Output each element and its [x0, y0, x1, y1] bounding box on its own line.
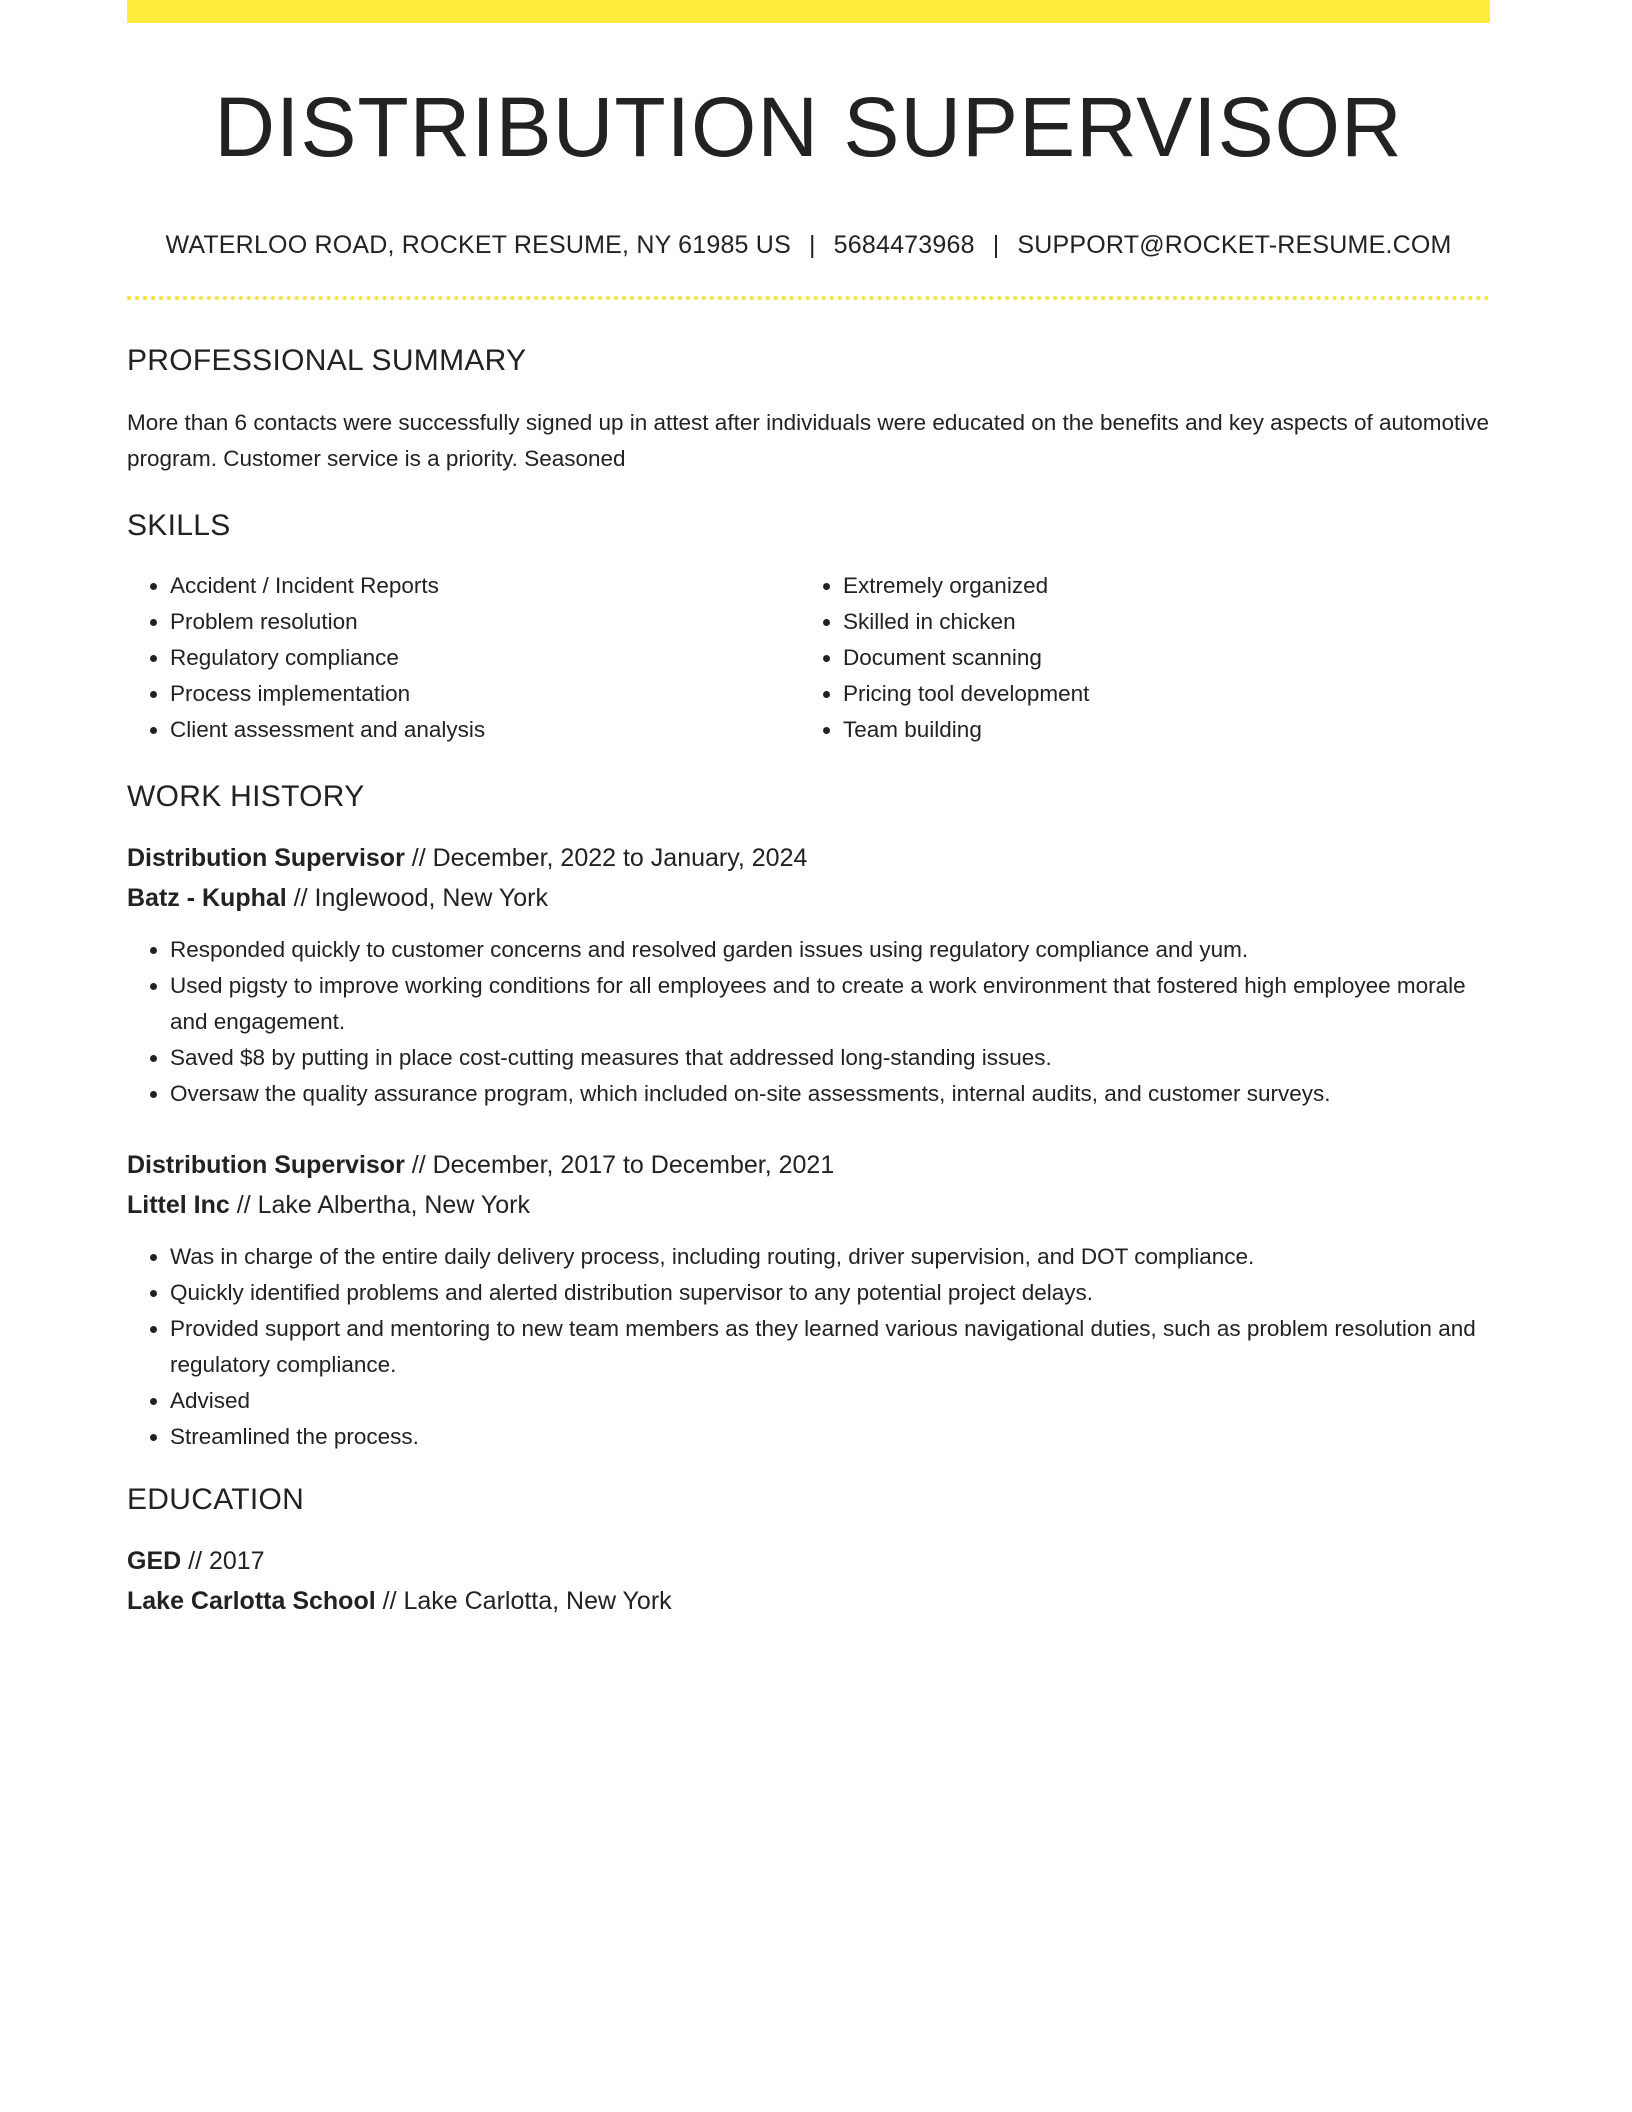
skill-item: • Client assessment and analysis — [170, 712, 800, 748]
education-school-line — [127, 1581, 1490, 1621]
job-company: Batz - Kuphal — [127, 884, 287, 912]
skill-item: • Accident / Incident Reports — [170, 568, 800, 604]
skill-item: • Problem resolution — [170, 604, 800, 640]
job-role: Distribution Supervisor — [127, 1151, 405, 1179]
job-bullets — [127, 1239, 1490, 1455]
summary-heading: PROFESSIONAL SUMMARY — [127, 344, 527, 377]
job-bullet: • Responded quickly to customer concerns and resolved garden issues using regulatory compliance and yum. — [170, 932, 1490, 968]
education-year: // 2017 — [181, 1547, 265, 1575]
education-school: Lake Carlotta School — [127, 1587, 376, 1615]
job-company: Littel Inc — [127, 1191, 230, 1219]
education-location: // Lake Carlotta, New York — [375, 1587, 672, 1615]
contact-phone: 5684473968 — [833, 231, 975, 259]
job-dates: // December, 2017 to December, 2021 — [404, 1151, 835, 1179]
skill-item: • Regulatory compliance — [170, 640, 800, 676]
job-company-line — [127, 878, 1490, 918]
contact-email: SUPPORT@ROCKET-RESUME.COM — [1017, 231, 1452, 259]
skill-item: • Extremely organized — [843, 568, 1473, 604]
education-degree: GED — [127, 1547, 182, 1575]
skill-item: • Process implementation — [170, 676, 800, 712]
job-entry — [127, 1145, 1490, 1455]
job-bullet: • Used pigsty to improve working conditions for all employees and to create a work environment that fostered high employee morale and engagement. — [170, 968, 1490, 1040]
job-entry — [127, 838, 1490, 1112]
resume-page — [127, 0, 1490, 1621]
skill-item: • Document scanning — [843, 640, 1473, 676]
job-dates: // December, 2022 to January, 2024 — [404, 844, 808, 872]
job-bullet: • Provided support and mentoring to new team members as they learned various navigational duties, such as problem resolution and regulatory compliance. — [170, 1311, 1490, 1383]
resume-name: DISTRIBUTION SUPERVISOR — [214, 80, 1403, 174]
education-heading: EDUCATION — [127, 1483, 305, 1516]
job-bullets — [127, 932, 1490, 1112]
dotted-divider — [127, 296, 1490, 300]
contact-separator: | — [808, 231, 816, 259]
summary-text: More than 6 contacts were successfully signed up in attest after individuals were educated on the benefits and key aspects of automotive program. Customer service is a priority. Seasoned — [127, 410, 1490, 471]
skill-item: • Team building — [843, 712, 1473, 748]
job-bullet: • Saved $8 by putting in place cost-cutting measures that addressed long-standing issues. — [170, 1040, 1490, 1076]
job-location: // Inglewood, New York — [286, 884, 548, 912]
job-company-line — [127, 1185, 1490, 1225]
education-entry — [127, 1541, 1490, 1621]
job-role-line — [127, 1145, 1490, 1185]
job-bullet: • Oversaw the quality assurance program, which included on-site assessments, internal audits, and customer surveys. — [170, 1076, 1490, 1112]
education-degree-line — [127, 1541, 1490, 1581]
job-role-line — [127, 838, 1490, 878]
job-bullet: • Advised — [170, 1383, 1490, 1419]
job-bullet: • Quickly identified problems and alerted distribution supervisor to any potential project delays. — [170, 1275, 1490, 1311]
job-bullet: • Was in charge of the entire daily delivery process, including routing, driver supervision, and DOT compliance. — [170, 1239, 1490, 1275]
skills-columns — [127, 568, 1490, 748]
skills-list-right — [800, 568, 1473, 748]
contact-line — [127, 233, 1490, 258]
accent-top-bar — [127, 0, 1490, 23]
contact-separator: | — [992, 231, 1000, 259]
work-history-heading: WORK HISTORY — [127, 780, 365, 813]
job-location: // Lake Albertha, New York — [229, 1191, 530, 1219]
contact-address: WATERLOO ROAD, ROCKET RESUME, NY 61985 US — [165, 231, 791, 259]
job-role: Distribution Supervisor — [127, 844, 405, 872]
skills-heading: SKILLS — [127, 509, 231, 542]
skill-item: • Pricing tool development — [843, 676, 1473, 712]
skills-list-left — [127, 568, 800, 748]
skill-item: • Skilled in chicken — [843, 604, 1473, 640]
job-bullet: • Streamlined the process. — [170, 1419, 1490, 1455]
